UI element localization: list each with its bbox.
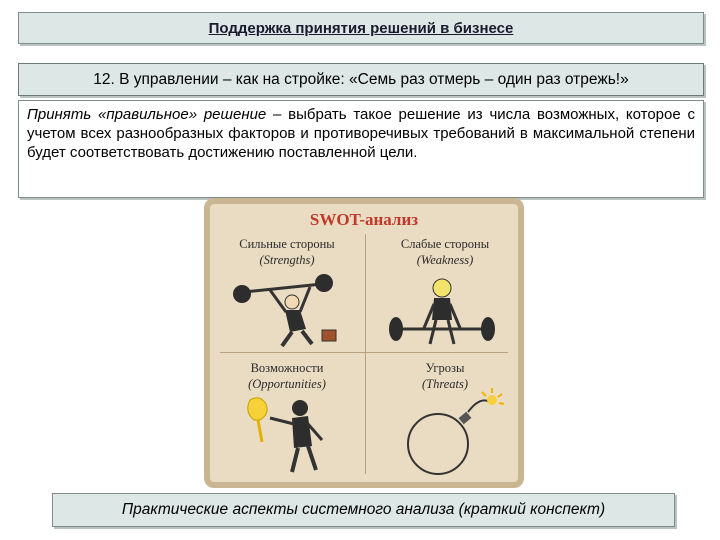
swot-opportunities-label xyxy=(212,360,362,392)
swot-diagram xyxy=(204,198,524,488)
slide-footer xyxy=(52,493,675,527)
threats-en: (Threats) xyxy=(421,377,469,391)
weak-figure-icon xyxy=(382,274,502,349)
weaknesses-en: (Weakness) xyxy=(416,253,474,267)
strengths-en: (Strengths) xyxy=(259,253,315,267)
swot-strengths-label xyxy=(212,236,362,268)
swot-weaknesses-label xyxy=(370,236,520,268)
heading-text: 12. В управлении – как на стройке: «Семь раз отмерь – один раз отрежь!» xyxy=(93,70,629,88)
footer-text: Практические аспекты системного анализа (краткий конспект) xyxy=(121,501,606,518)
strengths-ru: Сильные стороны xyxy=(239,237,335,251)
swot-title: SWOT-анализ xyxy=(309,210,419,229)
threats-ru: Угрозы xyxy=(425,361,465,375)
swot-vertical-divider xyxy=(365,234,366,474)
header-title: Поддержка принятия решений в бизнесе xyxy=(208,19,514,37)
swot-horizontal-divider xyxy=(220,352,508,353)
bomb-icon xyxy=(390,386,510,478)
opportunities-ru: Возможности xyxy=(250,361,324,375)
lightbulb-idea-icon xyxy=(240,394,350,474)
definition-term: Принять «правильное» решение xyxy=(27,106,267,123)
definition-block xyxy=(18,100,704,198)
slide-heading xyxy=(18,63,704,96)
strongman-icon xyxy=(230,274,350,349)
opportunities-en: (Opportunities) xyxy=(248,377,326,391)
slide-header xyxy=(18,12,704,44)
weaknesses-ru: Слабые стороны xyxy=(400,237,490,251)
definition-text: – выбрать такое решение из числа возможных, которое с учетом всех разнообразных факторов и противоречивых требований в максимальной степени будет соответствовать достижению поставленной цели. xyxy=(27,106,695,161)
